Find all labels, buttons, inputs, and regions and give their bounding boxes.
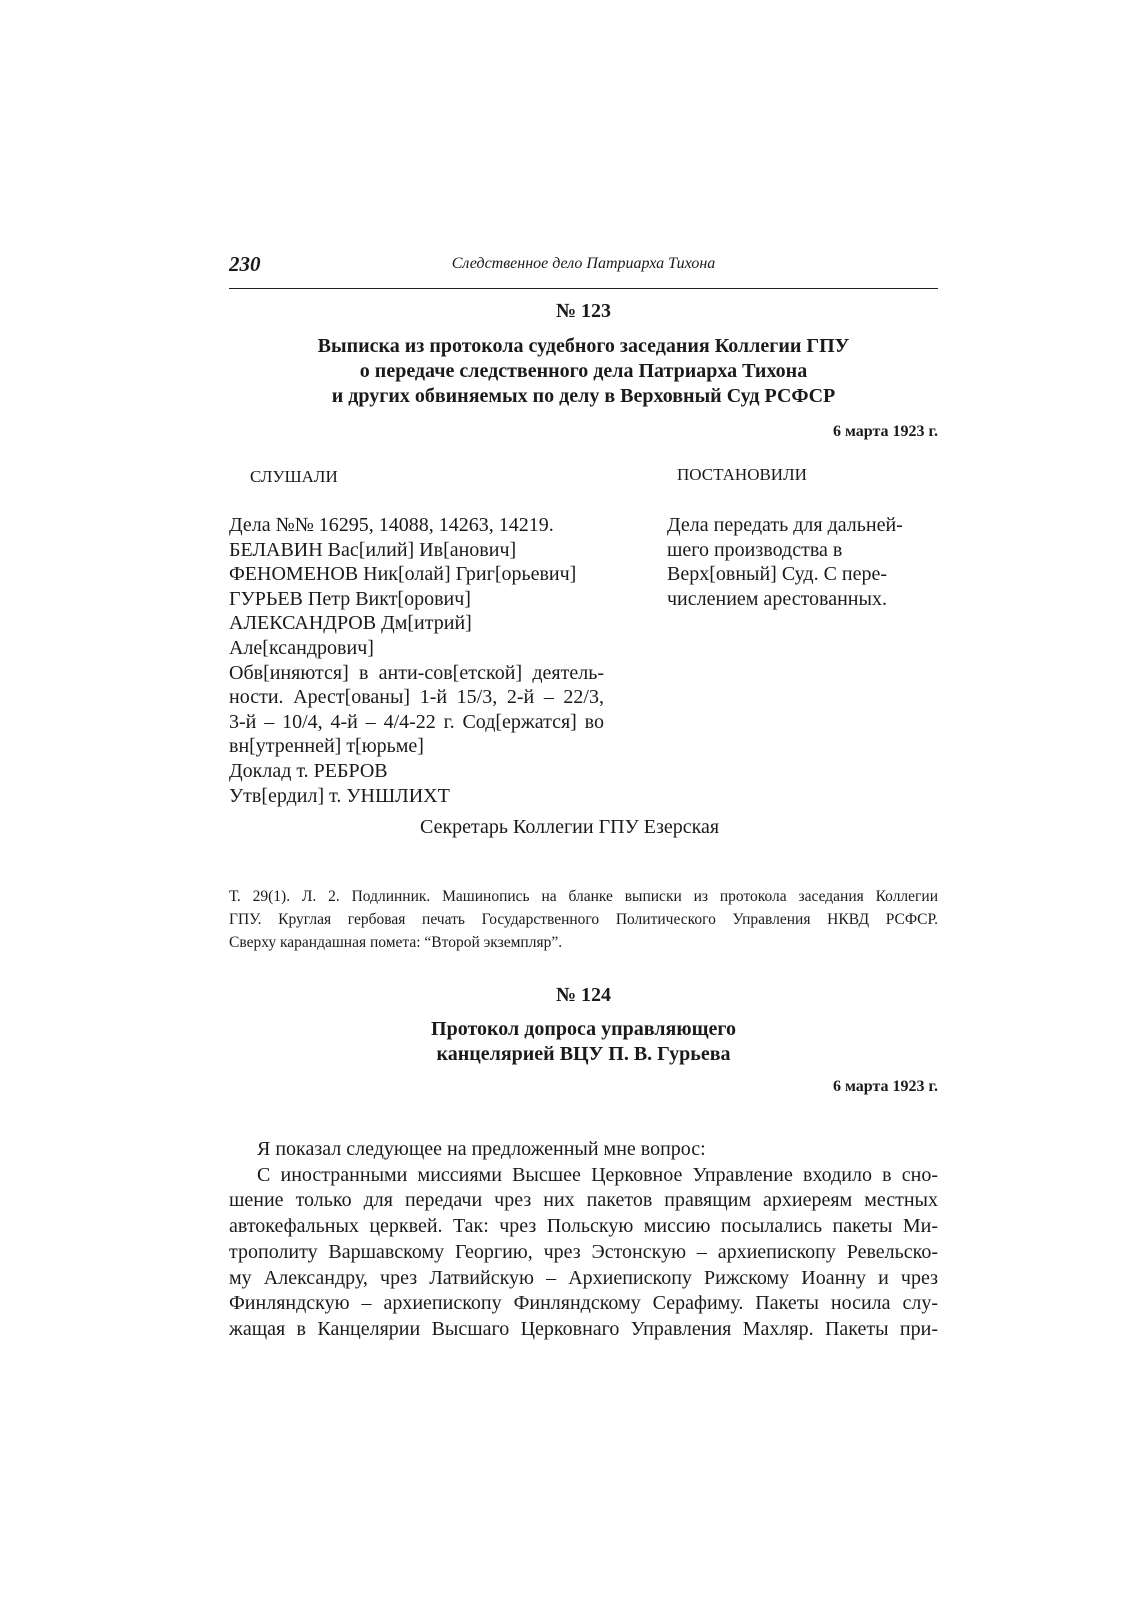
body-line: Я показал следующее на предложенный мне вопрос: [257,1138,706,1160]
heard-line: 3-й – 10/4, 4-й – 4/4-22 г. Сод[ержатся] во [229,710,604,733]
heard-line: Дела №№ 16295, 14088, 14263, 14219. [229,514,554,536]
page-number: 230 [229,252,261,276]
doc-124-date: 6 марта 1923 г. [833,1078,938,1095]
archival-source-note [229,885,938,954]
interrogation-text [229,1137,938,1343]
doc-123-title-line: и других обвиняемых по делу в Верховный Суд РСФСР [331,385,836,407]
resolved-label: ПОСТАНОВИЛИ [677,465,807,484]
heard-line: БЕЛАВИН Вас[илий] Ив[анович] [229,538,517,561]
body-line: автокефальных церквей. Так: чрез Польскую миссию посылались пакеты Ми- [229,1215,938,1238]
heard-line: Утв[ердил] т. УНШЛИХТ [229,784,450,807]
resolved-line: Дела передать для дальней- [667,514,903,536]
body-line: жащая в Канцелярии Высшаго Церковнаго Управления Махляр. Пакеты при- [229,1317,938,1340]
heard-line: Але[ксандрович] [229,636,374,659]
doc-124-title-line: канцелярией ВЦУ П. В. Гурьева [436,1043,731,1065]
doc-124-title-line: Протокол допроса управляющего [431,1018,736,1040]
heard-line: ности. Арест[ованы] 1-й 15/3, 2-й – 22/3, [229,686,604,709]
running-title: Следственное дело Патриарха Тихона [451,255,716,272]
body-line: Финляндскую – архиепископу Финляндскому Серафиму. Пакеты носила слу- [229,1292,938,1315]
heard-line: вн[утренней] т[юрьме] [229,735,424,758]
resolved-line: числением арестованных. [667,587,887,610]
heard-line: ГУРЬЕВ Петр Викт[орович] [229,587,471,610]
source-note-line: Т. 29(1). Л. 2. Подлинник. Машинопись на бланке выписки из протокола заседания Коллегии [229,888,938,905]
body-line: му Александру, чрез Латвийскую – Архиепископу Рижскому Иоанну и чрез [229,1266,938,1289]
secretary-signature: Секретарь Коллегии ГПУ Езерская [420,816,720,838]
heard-column [229,513,604,808]
doc-123-date: 6 марта 1923 г. [833,423,938,440]
doc-124-number: № 124 [555,984,612,1006]
resolved-line: Верх[овный] Суд. С пере- [667,563,888,586]
heard-line: Обв[иняются] в анти-сов[етской] деятель- [229,661,604,684]
resolved-column [667,513,938,611]
heard-line: Доклад т. РЕБРОВ [229,759,388,782]
doc-123-number: № 123 [555,300,612,322]
doc-123-title-line: Выписка из протокола судебного заседания Коллегии ГПУ [317,335,850,357]
body-line: шение только для передачи чрез них пакетов правящим архиереям местных [229,1189,938,1212]
running-header [229,252,938,289]
doc-123-title-line: о передаче следственного дела Патриарха Тихона [359,360,808,382]
heard-line: АЛЕКСАНДРОВ Дм[итрий] [229,612,472,635]
resolved-line: шего производства в [667,538,843,561]
heard-label: СЛУШАЛИ [250,467,338,486]
heard-line: ФЕНОМЕНОВ Ник[олай] Григ[орьевич] [229,563,577,586]
source-note-line: Сверху карандашная помета: “Второй экземпляр”. [229,934,563,951]
body-line: трополиту Варшавскому Георгию, чрез Эстонскую – архиепископу Ревельско- [229,1240,938,1263]
doc-123-title [229,334,938,409]
body-line: С иностранными миссиями Высшее Церковное Управление входило в сно- [257,1163,938,1186]
doc-124-title [229,1017,938,1067]
source-note-line: ГПУ. Круглая гербовая печать Государственного Политического Управления НКВД РСФСР. [229,911,938,928]
